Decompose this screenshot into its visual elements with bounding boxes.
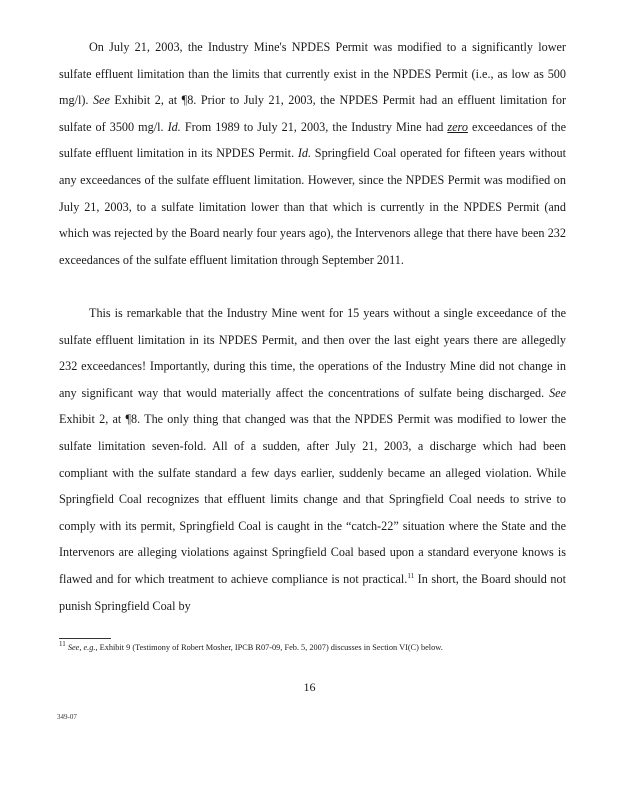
p2-text-2: Exhibit 2, at ¶8. The only thing that changed was that the NPDES Permit was modified to lower the sulfate limitation seven-fold. All of a sudden, after July 21, 2003, a discharge which had been compliant with the sulfate standard a few days earlier, suddenly became an alleged violation. While Springfield Coal recognizes that effluent limits change and that Springfield Coal needs to strive to comply with its permit, Springfield Coal is caught in the “catch-22” situation where the State and the Intervenors are alleging violations against Springfield Coal based upon a standard everyone knows is flawed and for which treatment to achieve compliance is not practical. bbox=[59, 412, 566, 586]
emphasis-zero: zero bbox=[447, 119, 468, 134]
citation-id: Id. bbox=[297, 146, 312, 161]
p1-text-5: Springfield Coal operated for fifteen years without any exceedances of the sulfate effluent limitation. However, since the NPDES Permit was modified on July 21, 2003, to a sulfate limitation lower than that which is currently in the NPDES Permit (and which was rejected by the Board nearly four years ago), the Intervenors allege that there have been 232 exceedances of the sulfate effluent limitation through September 2011. bbox=[59, 146, 566, 267]
body-paragraph-1 bbox=[59, 34, 566, 273]
citation-see: See bbox=[92, 93, 110, 108]
p1-text-2: Exhibit 2, at ¶8. Prior to July 21, 2003, the NPDES Permit had an effluent limitation for sulfate of 3500 mg/l. bbox=[59, 93, 566, 134]
p1-text-1: On July 21, 2003, the Industry Mine's NPDES Permit was modified to a significantly lower sulfate effluent limitation than the limits that currently exist in the NPDES Permit (i.e., as low as 500 mg/l). bbox=[59, 40, 566, 108]
footnote-text: Exhibit 9 (Testimony of Robert Mosher, IPCB R07-09, Feb. 5, 2007) discusses in Section VI(C) below. bbox=[97, 643, 443, 652]
page-number: 16 bbox=[303, 680, 316, 694]
footnote-reference[interactable]: 11 bbox=[407, 571, 415, 580]
citation-see: See bbox=[549, 385, 566, 400]
document-code: 349-07 bbox=[57, 713, 77, 721]
footnote-divider bbox=[59, 638, 111, 639]
footnote-number: 11 bbox=[59, 640, 66, 649]
footnote bbox=[59, 642, 566, 654]
p2-text-3: In short, the Board should not punish Springfield Coal by bbox=[59, 571, 566, 613]
p1-text-3: From 1989 to July 21, 2003, the Industry Mine had bbox=[180, 119, 448, 134]
footnote-signal: See, e.g., bbox=[67, 643, 98, 652]
citation-id: Id. bbox=[167, 119, 181, 134]
p1-text-4: exceedances of the sulfate effluent limitation in its NPDES Permit. bbox=[59, 119, 566, 161]
body-paragraph-2 bbox=[59, 300, 566, 619]
p2-text-1: This is remarkable that the Industry Mine went for 15 years without a single exceedance of the sulfate effluent limitation in its NPDES Permit, and then over the last eight years there are allegedly 232 exceedances! Importantly, during this time, the operations of the Industry Mine did not change in any significant way that would materially affect the concentrations of sulfate being discharged. bbox=[59, 306, 566, 400]
